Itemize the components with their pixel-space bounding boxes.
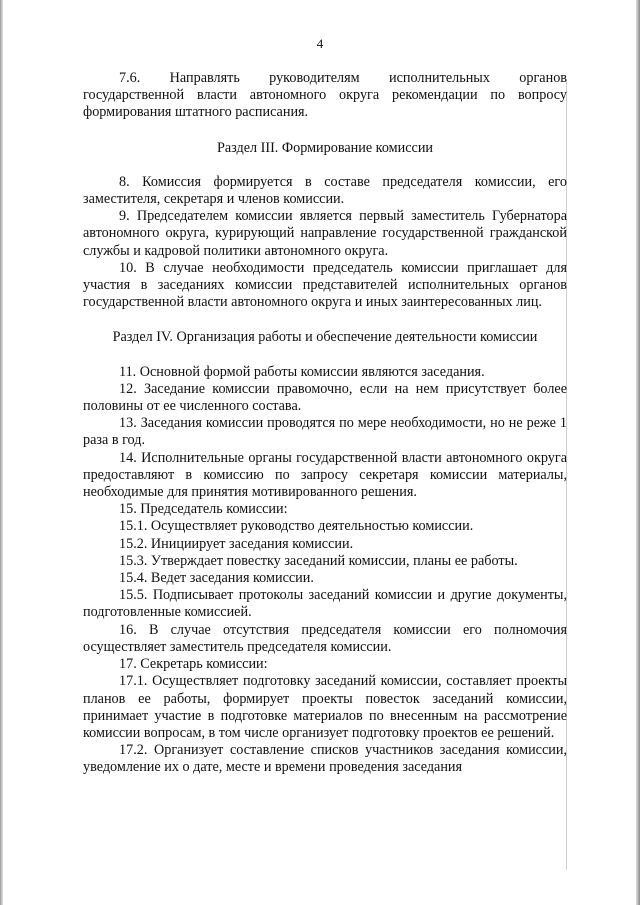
- paragraph-11: 11. Основной формой работы комиссии являются заседания.: [119, 363, 485, 380]
- paragraph-15-1: 15.1. Осуществляет руководство деятельностью комиссии.: [119, 518, 474, 535]
- paragraph-17-2: 17.2. Организует составление списков участников заседания комиссии, уведомление их о дате, месте и времени проведения заседания: [83, 742, 567, 776]
- paragraph-7-6: 7.6. Направлять руководителям исполнительных органов государственной власти автономного округа рекомендации по вопросу формирования штатного расписания.: [83, 70, 567, 121]
- paragraph-15-2: 15.2. Инициирует заседания комиссии.: [119, 535, 354, 552]
- section-heading-3: Раздел III. Формирование комиссии: [216, 139, 434, 156]
- paragraph-15: 15. Председатель комиссии:: [119, 501, 288, 518]
- paragraph-15-5: 15.5. Подписывает протоколы заседаний комиссии и другие документы, подготовленные комиссией.: [83, 587, 567, 621]
- paragraph-15-3: 15.3. Утверждает повестку заседаний комиссии, планы ее работы.: [119, 552, 518, 569]
- paragraph-17: 17. Секретарь комиссии:: [119, 656, 268, 673]
- scan-edge-left: [0, 0, 3, 905]
- section-heading-4: Раздел IV. Организация работы и обеспечение деятельности комиссии: [112, 329, 538, 346]
- paragraph-10: 10. В случае необходимости председатель комиссии приглашает для участия в заседаниях комиссии представителей исполнительных органов государственной власти автономного округа и иных заинтересованных лиц.: [83, 259, 567, 311]
- paragraph-17-1: 17.1. Осуществляет подготовку заседаний комиссии, составляет проекты планов ее работы, формирует проекты повесток заседаний комиссии, принимает участие в подготовке материалов по внесенным на рассмотрение комиссии вопросам, в том числе организует подготовку проектов ее решений.: [83, 673, 567, 741]
- scan-edge-right: [636, 0, 640, 905]
- paragraph-12: 12. Заседание комиссии правомочно, если на нем присутствует более половины от ее численного состава.: [83, 380, 567, 415]
- paragraph-13: 13. Заседания комиссии проводятся по мере необходимости, но не реже 1 раза в год.: [83, 415, 567, 449]
- paragraph-15-4: 15.4. Ведет заседания комиссии.: [119, 570, 314, 587]
- paragraph-8: 8. Комиссия формируется в составе председателя комиссии, его заместителя, секретаря и членов комиссии.: [83, 173, 567, 208]
- paragraph-9: 9. Председателем комиссии является первый заместитель Губернатора автономного округа, курирующий направление государственной гражданской службы и кадровой политики автономного округа.: [83, 208, 567, 259]
- paragraph-16: 16. В случае отсутствия председателя комиссии его полномочия осуществляет заместитель председателя комиссии.: [83, 621, 567, 655]
- page-number: 4: [316, 36, 324, 51]
- document-body: [83, 70, 567, 777]
- paragraph-14: 14. Исполнительные органы государственной власти автономного округа предоставляют в комиссию по запросу секретаря комиссии материалы, необходимые для принятия мотивированного решения.: [83, 449, 567, 501]
